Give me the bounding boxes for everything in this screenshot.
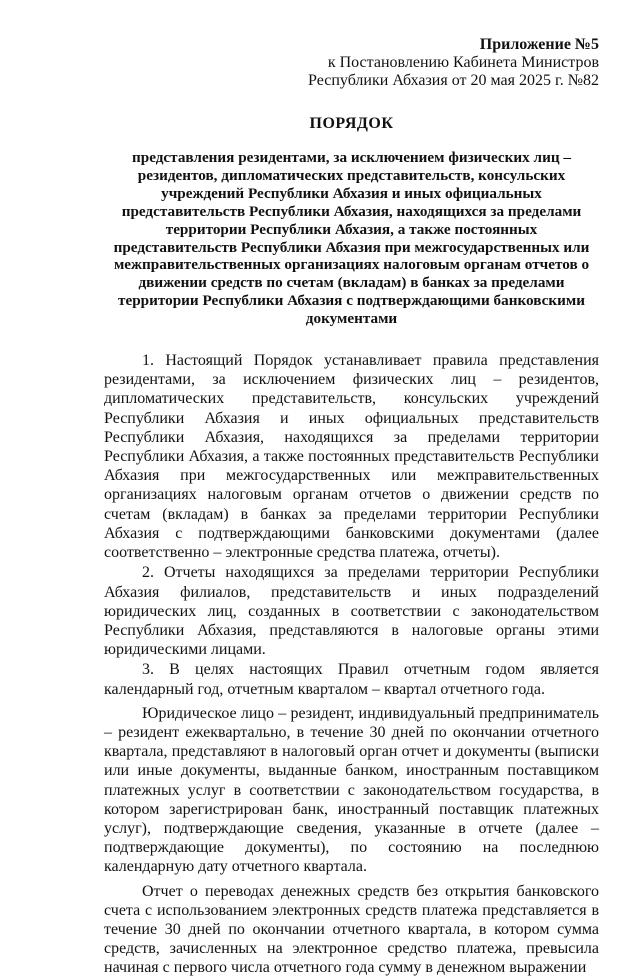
paragraph-1: 1. Настоящий Порядок устанавливает правила представления резидентами, за исключением физических лиц – резидентов, дипломатических представительств, консульских учреждений Республики Абхазия и иных официальных представительств Республики Абхазия, находящихся за пределами территории Республики Абхазия, а также постоянных представительств Республики Абхазия при межгосударственных или межправительственных организациях налоговым органам отчетов о движении средств по счетам (вкладам) в банках за пределами территории Республики Абхазия с подтверждающими банковскими документами (далее соответственно – электронные средства платежа, отчеты). [104, 352, 599, 562]
document-title: ПОРЯДОК [309, 115, 394, 132]
document-subtitle: представления резидентами, за исключением физических лиц – резидентов, дипломатических представительств, консульских учреждений Республики Абхазия и иных официальных представительств Республики Абхазия, находящихся за пределами территории Республики Абхазия, а также постоянных представительств Республики Абхазия при межгосударственных или межправительственных организациях налоговым органам отчетов о движении средств по счетам (вкладам) в банках за пределами территории Республики Абхазия с подтверждающими банковскими документами [113, 149, 590, 328]
paragraph-4: Юридическое лицо – резидент, индивидуальный предприниматель – резидент ежеквартально, в течение 30 дней по окончании отчетного квартала, представляют в налоговый орган отчет и документы (выписки или иные документы, выданные банком, иностранным поставщиком платежных услуг в соответствии с законодательством государства, в котором зарегистрирован банк, иностранный поставщик платежных услуг), подтверждающие сведения, указанные в отчете (далее – подтверждающие документы), по состоянию на последнюю календарную дату отчетного квартала. [104, 704, 599, 876]
paragraph-2: 2. Отчеты находящихся за пределами территории Республики Абхазия филиалов, представительств и иных подразделений юридических лиц, созданных в соответствии с законодательством Республики Абхазия, представляются в налоговые органы этими юридическими лицами. [104, 564, 599, 659]
appendix-reference-line-2: Республики Абхазия от 20 мая 2025 г. №82 [308, 72, 599, 89]
paragraph-3: 3. В целях настоящих Правил отчетным годом является календарный год, отчетным кварталом – квартал отчетного года. [104, 661, 599, 698]
paragraph-5: Отчет о переводах денежных средств без открытия банковского счета с использованием электронных средств платежа представляется в течение 30 дней по окончании отчетного квартала, в котором сумма средств, зачисленных на электронное средство платежа, превысила начиная с первого числа отчетного года сумму в денежном выражении [104, 882, 599, 977]
appendix-number: Приложение №5 [479, 36, 599, 53]
document-body [104, 351, 599, 978]
appendix-header [104, 36, 599, 90]
appendix-reference-line-1: к Постановлению Кабинета Министров [327, 54, 599, 71]
